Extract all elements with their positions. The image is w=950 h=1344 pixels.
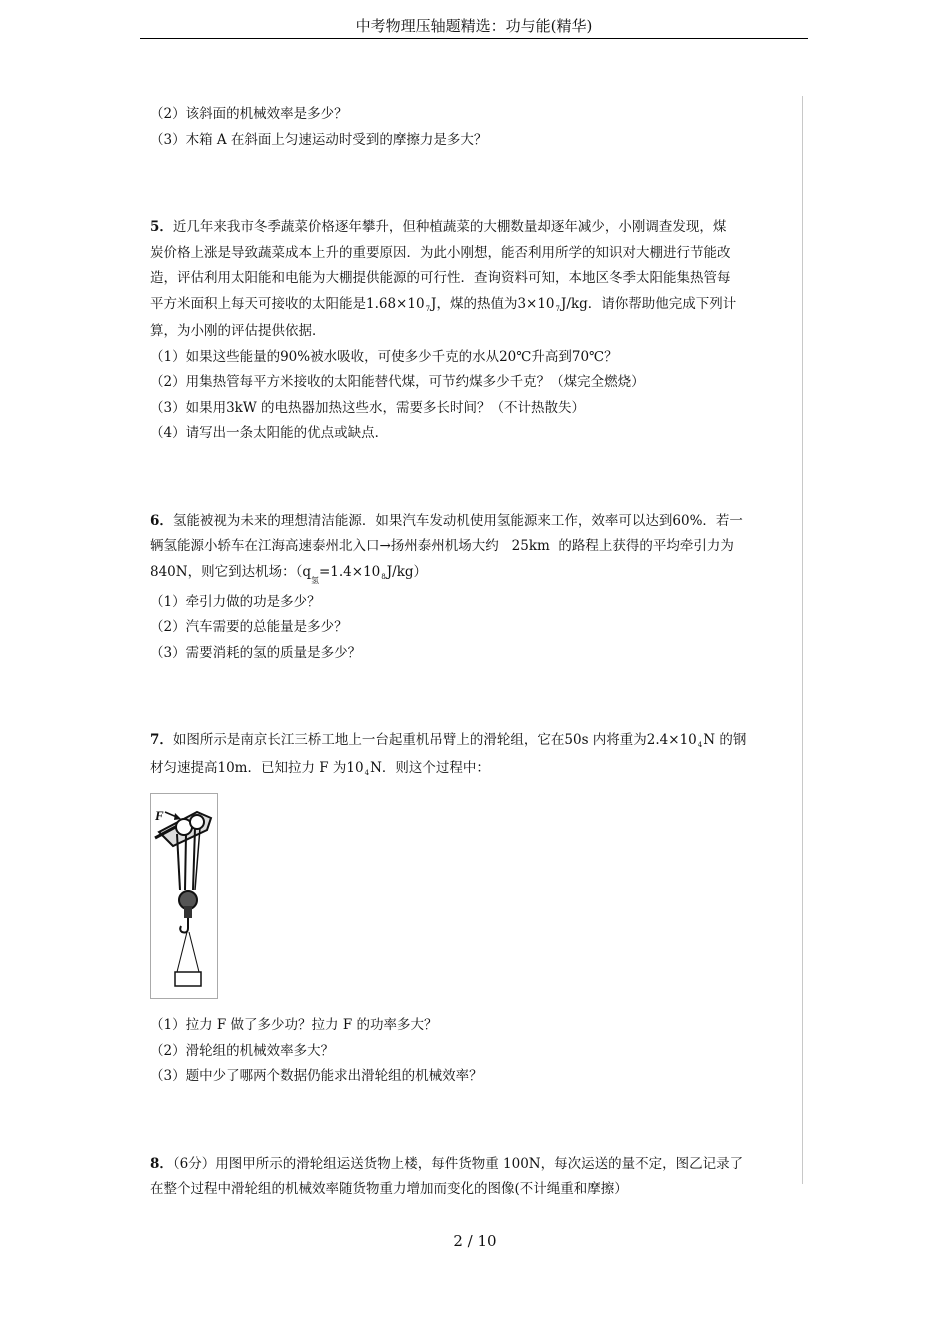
q6-part-2: （2）汽车需要的总能量是多少？: [150, 619, 348, 636]
q6-stem-line-1: 6．氢能被视为未来的理想清洁能源．如果汽车发动机使用氢能源来工作，效率可以达到60%．若一: [150, 512, 743, 529]
question-6: [150, 509, 800, 667]
q7-part-2: （2）滑轮组的机械效率多大？: [150, 1042, 335, 1059]
q8-stem-line-1: 8．（6分）用图甲所示的滑轮组运送货物上楼，每件货物重 100N，每次运送的量不定，图乙记录了: [150, 1155, 744, 1172]
right-margin-line: [802, 96, 803, 1184]
q5-part-2: （2）用集热管每平方米接收的太阳能替代煤，可节约煤多少千克？（煤完全燃烧）: [150, 374, 645, 390]
q6-part-3: （3）需要消耗的氢的质量是多少？: [150, 644, 362, 661]
q5-stem-line-4: 平方米面积上每天可接收的太阳能是$1.68\times 10^7J$，煤的热值为$3\times 10^7J/kg$．请你帮助他完成下列计: [150, 295, 737, 313]
q7-number: 7: [150, 732, 160, 749]
question-4-continued: [150, 102, 800, 153]
question-7: [150, 728, 800, 1090]
q6-stem-line-3: 840N，则它到达机场：$(q_氢=1.4\times 10^8J/kg)$: [150, 563, 428, 586]
q6-number: 6: [150, 512, 160, 529]
q5-part-4: （4）请写出一条太阳能的优点或缺点．: [150, 425, 389, 441]
q7-stem-line-2: 材匀速提高10m．已知拉力 F 为$10^4N$．则这个过程中：: [150, 759, 490, 777]
q8-number: 8: [150, 1155, 160, 1172]
q5-stem-line-3: 造，评估利用太阳能和电能为大棚提供能源的可行性．查询资料可知，本地区冬季太阳能集热管每: [150, 270, 731, 286]
q5-part-1: （1）如果这些能量的90%被水吸收，可使多少千克的水从20℃升高到70℃？: [150, 348, 618, 365]
q5-part-3: （3）如果用3kW 的电热器加热这些水，需要多长时间？（不计热散失）: [150, 399, 586, 416]
q4-part-2: （2）该斜面的机械效率是多少？: [150, 106, 348, 122]
page-content: [150, 102, 800, 1203]
force-label-f: F: [155, 808, 164, 824]
q7-stem-line-1: 7．如图所示是南京长江三桥工地上一台起重机吊臂上的滑轮组，它在50s 内将重为$2.4\times 10^4N$ 的钢: [150, 732, 747, 750]
q5-stem-line-1: 5．近几年来我市冬季蔬菜价格逐年攀升，但种植蔬菜的大棚数量却逐年减少，小刚调查发现，煤: [150, 219, 727, 235]
q7-part-1: （1）拉力 F 做了多少功？拉力 F 的功率多大？: [150, 1017, 438, 1034]
q6-part-1: （1）牵引力做的功是多少？: [150, 593, 321, 610]
pulley-diagram: [151, 794, 217, 998]
header-divider: [140, 38, 808, 39]
q7-part-3: （3）题中少了哪两个数据仍能求出滑轮组的机械效率？: [150, 1068, 483, 1085]
page-header-title: 中考物理压轴题精选：功与能(精华): [355, 17, 593, 35]
q5-stem-line-5: 算，为小刚的评估提供依据．: [150, 323, 326, 339]
page-number: 2 / 10: [453, 1232, 497, 1250]
q5-stem-line-2: 炭价格上涨是导致蔬菜成本上升的重要原因．为此小刚想，能否利用所学的知识对大棚进行节能改: [150, 244, 731, 261]
q5-number: 5: [150, 219, 160, 235]
q8-stem-line-2: 在整个过程中滑轮组的机械效率随货物重力增加而变化的图像(不计绳重和摩擦）: [150, 1181, 628, 1198]
pulley-crane-figure: [150, 793, 218, 999]
question-8: [150, 1152, 800, 1203]
question-5: [150, 215, 800, 447]
q6-stem-line-2: 辆氢能源小轿车在江海高速泰州北入口→扬州泰州机场大约 25km 的路程上获得的平均牵引力为: [150, 538, 734, 554]
q4-part-3: （3）木箱 A 在斜面上匀速运动时受到的摩擦力是多大？: [150, 131, 488, 148]
